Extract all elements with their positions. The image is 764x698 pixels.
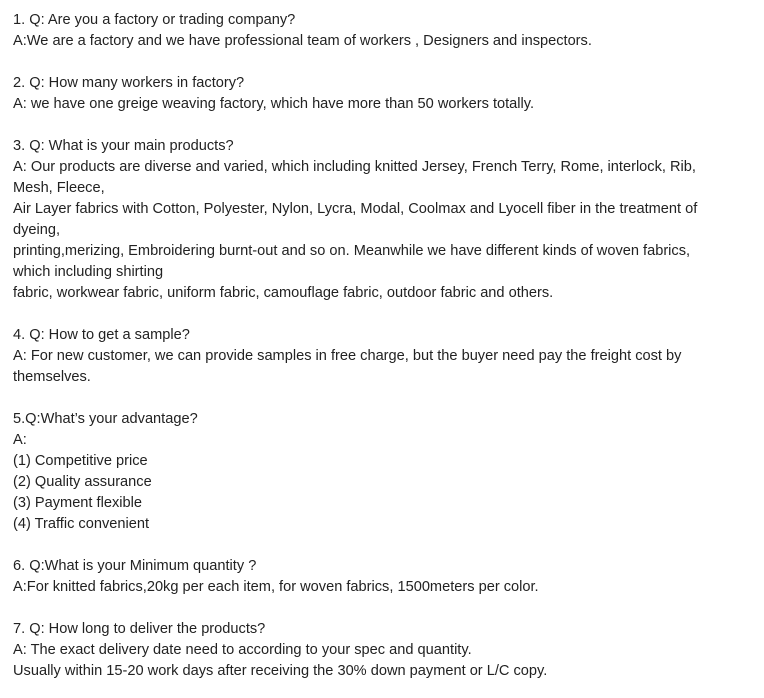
- faq-answer-line: fabric, workwear fabric, uniform fabric, camouflage fabric, outdoor fabric and others.: [13, 285, 554, 301]
- faq-spacer: [13, 304, 748, 325]
- faq-item-3: [13, 136, 748, 304]
- faq-answer-line: dyeing,: [13, 222, 61, 238]
- faq-list: [13, 10, 748, 682]
- faq-answer-line: A: The exact delivery date need to according to your spec and quantity.: [13, 642, 472, 658]
- faq-answer-line: (4) Traffic convenient: [13, 516, 150, 532]
- faq-question: 3. Q: What is your main products?: [13, 138, 234, 154]
- faq-answer-line: A:: [13, 432, 27, 448]
- faq-spacer: [13, 115, 748, 136]
- faq-answer-line: printing,merizing, Embroidering burnt-out and so on. Meanwhile we have different kinds of woven fabrics,: [13, 243, 691, 259]
- faq-question: 7. Q: How long to deliver the products?: [13, 621, 266, 637]
- faq-spacer: [13, 388, 748, 409]
- faq-answer-line: Usually within 15-20 work days after receiving the 30% down payment or L/C copy.: [13, 663, 548, 679]
- faq-item-7: [13, 619, 748, 682]
- faq-answer-line: A:We are a factory and we have professional team of workers , Designers and inspectors.: [13, 33, 592, 49]
- faq-answer-line: themselves.: [13, 369, 91, 385]
- faq-answer-line: A: Our products are diverse and varied, which including knitted Jersey, French Terry, Rome, interlock, Rib,: [13, 159, 696, 175]
- faq-answer-line: A: For new customer, we can provide samples in free charge, but the buyer need pay the freight cost by: [13, 348, 682, 364]
- faq-item-6: [13, 556, 748, 598]
- faq-question: 4. Q: How to get a sample?: [13, 327, 190, 343]
- faq-spacer: [13, 598, 748, 619]
- faq-answer-line: Mesh, Fleece,: [13, 180, 105, 196]
- faq-question: 1. Q: Are you a factory or trading company?: [13, 12, 296, 28]
- faq-item-5: [13, 409, 748, 535]
- faq-spacer: [13, 535, 748, 556]
- faq-answer-line: A: we have one greige weaving factory, which have more than 50 workers totally.: [13, 96, 535, 112]
- faq-answer-line: (2) Quality assurance: [13, 474, 152, 490]
- faq-question: 5.Q:What’s your advantage?: [13, 411, 198, 427]
- faq-answer-line: which including shirting: [13, 264, 164, 280]
- faq-question: 2. Q: How many workers in factory?: [13, 75, 245, 91]
- faq-answer-line: (1) Competitive price: [13, 453, 148, 469]
- faq-answer-line: Air Layer fabrics with Cotton, Polyester, Nylon, Lycra, Modal, Coolmax and Lyocell fiber in the treatment of: [13, 201, 698, 217]
- faq-item-1: [13, 10, 748, 52]
- faq-item-2: [13, 73, 748, 115]
- faq-answer-line: (3) Payment flexible: [13, 495, 142, 511]
- faq-question: 6. Q:What is your Minimum quantity ?: [13, 558, 257, 574]
- faq-spacer: [13, 52, 748, 73]
- faq-answer-line: A:For knitted fabrics,20kg per each item, for woven fabrics, 1500meters per color.: [13, 579, 539, 595]
- faq-item-4: [13, 325, 748, 388]
